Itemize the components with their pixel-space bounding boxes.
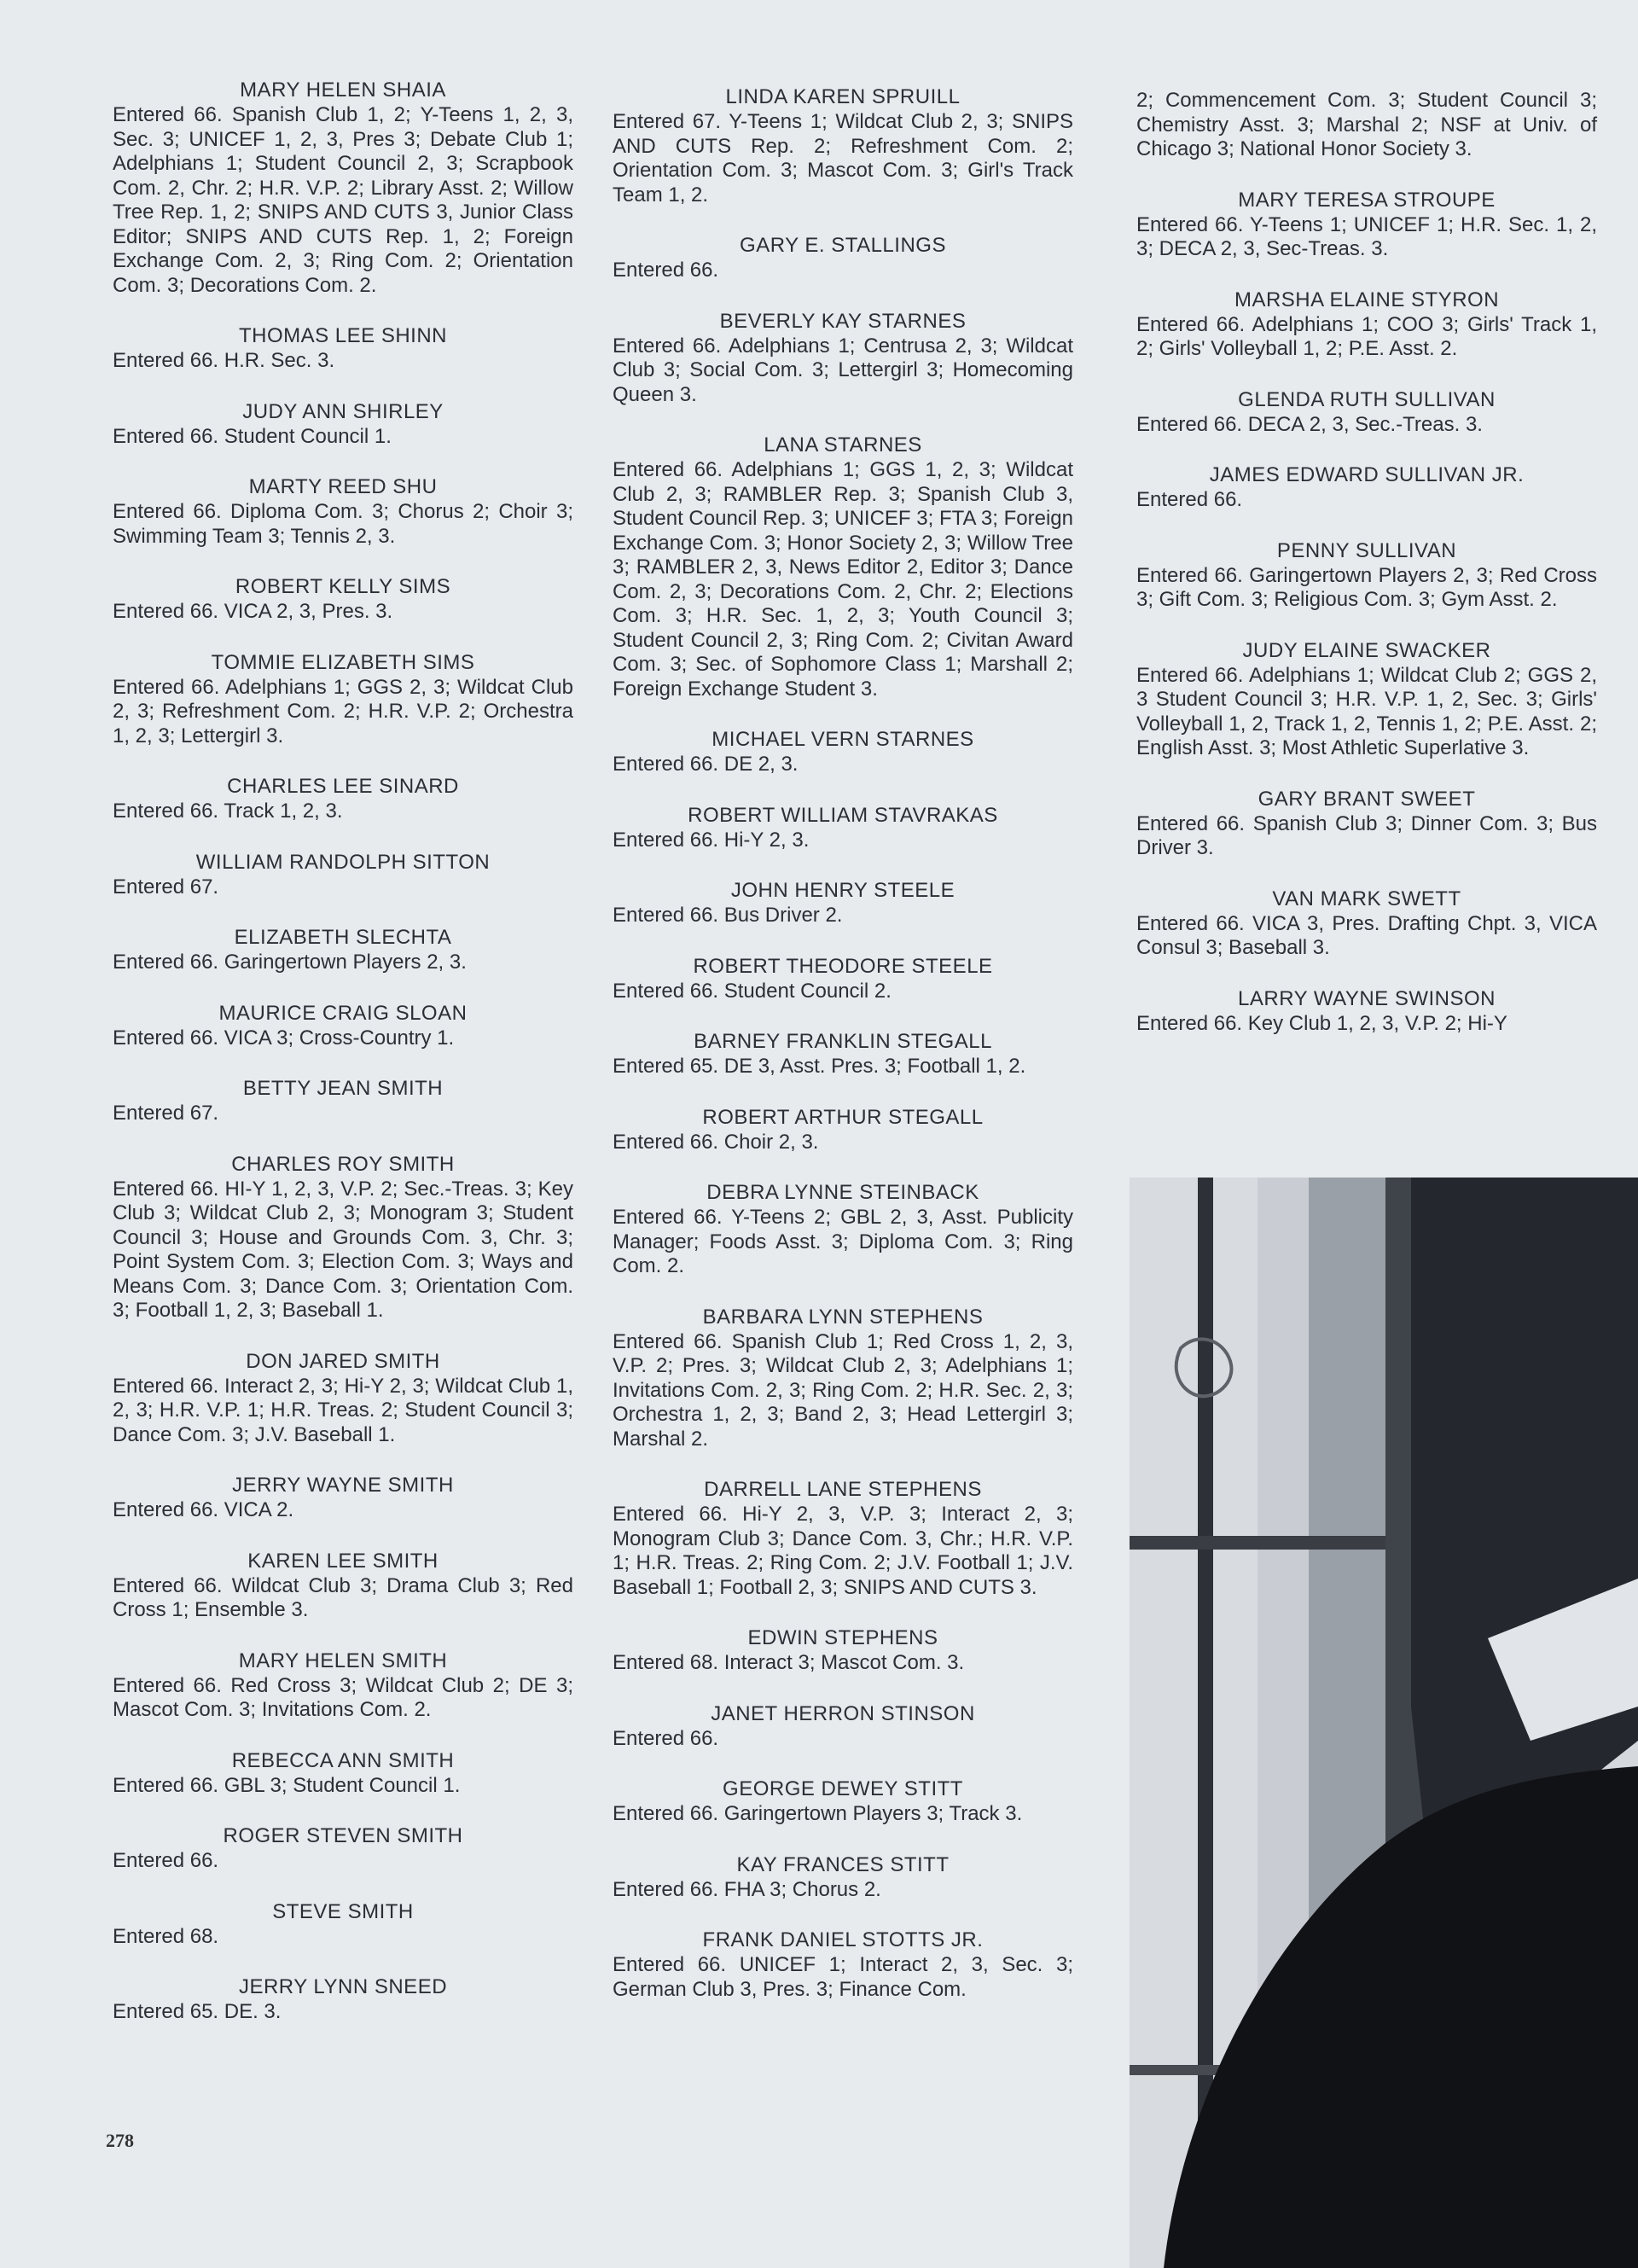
student-name: THOMAS LEE SHINN	[238, 324, 448, 347]
student-activities: Entered 66. FHA 3; Chorus 2.	[613, 1877, 881, 1901]
student-activities: Entered 65. DE 3, Asst. Pres. 3; Football 1, 2.	[613, 1055, 1026, 1078]
senior-entry	[613, 955, 1073, 1004]
senior-entry	[113, 851, 573, 900]
student-activities: Entered 66. Spanish Club 1, 2; Y-Teens 1, 2, 3, Sec. 3; UNICEF 1, 2, 3, Pres 3; Debate Club 1; Adelphians 1; Student Council 2, 3; Scrapbook Com. 2, Chr. 2; H.R. V.P. 2; Library Asst. 2; Willow Tree Rep. 1, 2; SNIPS AND CUTS 3, Junior Class Editor; SNIPS AND CUTS Rep. 1, 2; Foreign Exchange Com. 2, 3; Ring Com. 2; Orientation Com. 3; Decorations Com. 2.	[113, 103, 573, 297]
student-name: STEVE SMITH	[272, 1899, 414, 1923]
student-name: BARBARA LYNN STEPHENS	[702, 1305, 984, 1329]
student-activities: Entered 66. HI-Y 1, 2, 3, V.P. 2; Sec.-Treas. 3; Key Club 3; Wildcat Club 2, 3; Monogram 3; Student Council 3; House and Grounds Com. 3, Chr. 3; Point System Com. 3; Election Com. 3; Ways and Means Com. 3; Dance Com. 3; Orientation Com. 3; Football 1, 2, 3; Baseball 1.	[113, 1177, 573, 1322]
senior-entry	[113, 1900, 573, 1950]
student-name: ROGER STEVEN SMITH	[223, 1824, 463, 1847]
student-name: TOMMIE ELIZABETH SIMS	[211, 650, 475, 674]
senior-entry	[113, 926, 573, 975]
student-activities: Entered 66. DE 2, 3.	[613, 753, 799, 776]
student-name: ROBERT THEODORE STEELE	[693, 954, 993, 978]
student-activities: Entered 66. GBL 3; Student Council 1.	[113, 1773, 461, 1797]
senior-entry	[1136, 987, 1597, 1037]
senior-entry	[113, 1749, 573, 1799]
student-name: MAURICE CRAIG SLOAN	[218, 1001, 468, 1025]
student-name: GEORGE DEWEY STITT	[723, 1777, 963, 1800]
senior-entry	[113, 1649, 573, 1723]
student-name: FRANK DANIEL STOTTS JR.	[702, 1928, 984, 1951]
student-activities: Entered 67.	[113, 1102, 219, 1125]
student-name: VAN MARK SWETT	[1272, 887, 1461, 910]
student-name: MARTY REED SHU	[248, 475, 438, 498]
senior-entry	[1136, 89, 1597, 162]
senior-entry	[613, 1702, 1073, 1752]
student-activities: Entered 66. Hi-Y 2, 3.	[613, 828, 810, 852]
student-activities: Entered 66. UNICEF 1; Interact 2, 3, Sec. 3; German Club 3, Pres. 3; Finance Com.	[613, 1953, 1073, 2001]
student-activities: Entered 66. Y-Teens 1; UNICEF 1; H.R. Sec. 1, 2, 3; DECA 2, 3, Sec-Treas. 3.	[1136, 212, 1597, 260]
senior-entry	[613, 1777, 1073, 1827]
senior-entry	[1136, 189, 1597, 262]
senior-entry	[1136, 288, 1597, 362]
page-number: 278	[106, 2130, 134, 2151]
student-name: CHARLES LEE SINARD	[227, 775, 459, 798]
student-name: GARY BRANT SWEET	[1258, 787, 1476, 811]
student-name: LINDA KAREN SPRUILL	[725, 85, 961, 108]
student-name: REBECCA ANN SMITH	[231, 1748, 455, 1772]
student-activities: Entered 66. Key Club 1, 2, 3, V.P. 2; Hi-Y	[1136, 1011, 1507, 1035]
student-activities: Entered 66. Student Council 2.	[613, 979, 892, 1003]
student-activities: Entered 66. Y-Teens 2; GBL 2, 3, Asst. Publicity Manager; Foods Asst. 3; Diploma Com. 3; Ring Com. 2.	[613, 1206, 1073, 1277]
student-activities: Entered 66. H.R. Sec. 3.	[113, 349, 335, 372]
student-activities: Entered 66. Track 1, 2, 3.	[113, 800, 343, 823]
senior-entry	[1136, 463, 1597, 513]
column-3	[1136, 89, 1597, 1062]
senior-entry	[613, 1030, 1073, 1079]
student-name: DON JARED SMITH	[246, 1349, 440, 1373]
student-name: MARSHA ELAINE STYRON	[1234, 288, 1500, 311]
student-name: BEVERLY KAY STARNES	[719, 309, 967, 333]
student-activities: Entered 66. Spanish Club 1; Red Cross 1, 2, 3, V.P. 2; Pres. 3; Wildcat Club 2, 3; Adelphians 1; Invitations Com. 2, 3; Ring Com. 2; H.R. Sec. 2, 3; Orchestra 1, 2, 3; Band 2, 3; Head Lettergirl 3; Marshal 2.	[613, 1329, 1073, 1451]
student-name: LARRY WAYNE SWINSON	[1238, 986, 1496, 1010]
student-name: JERRY WAYNE SMITH	[232, 1474, 454, 1497]
senior-entry	[113, 575, 573, 625]
student-activities: Entered 67. Y-Teens 1; Wildcat Club 2, 3; SNIPS AND CUTS Rep. 2; Refreshment Com. 2; Orientation Com. 3; Mascot Com. 3; Girl's Track Team 1, 2.	[613, 110, 1073, 206]
senior-entry	[113, 1550, 573, 1623]
senior-entry	[613, 879, 1073, 928]
column-2	[613, 85, 1073, 2028]
senior-entry	[613, 310, 1073, 408]
senior-entry	[1136, 388, 1597, 438]
senior-entry	[1136, 887, 1597, 961]
student-name: ROBERT WILLIAM STAVRAKAS	[688, 803, 998, 827]
student-activities: Entered 66. VICA 2, 3, Pres. 3.	[113, 600, 393, 623]
student-name: GARY E. STALLINGS	[740, 234, 946, 257]
senior-entry	[1136, 788, 1597, 861]
student-activities: Entered 66. Garingertown Players 2, 3; Red Cross 3; Gift Com. 3; Religious Com. 3; Gym Asst. 2.	[1136, 563, 1597, 611]
student-activities: Entered 66. Adelphians 1; Wildcat Club 2; GGS 2, 3 Student Council 3; H.R. V.P. 1, 2, Sec. 3; Girls' Volleyball 1, 2, Track 1, 2, Tennis 1, 2; P.E. Asst. 2; English Asst. 3; Most Athletic Superlative 3.	[1136, 663, 1597, 759]
student-name: BETTY JEAN SMITH	[242, 1077, 444, 1100]
student-name: JUDY ELAINE SWACKER	[1242, 638, 1491, 662]
senior-entry	[613, 1626, 1073, 1676]
student-name: KAREN LEE SMITH	[247, 1549, 439, 1573]
student-name: BARNEY FRANKLIN STEGALL	[694, 1030, 992, 1053]
student-activities: Entered 66. Bus Driver 2.	[613, 904, 843, 927]
senior-entry	[113, 775, 573, 824]
senior-entry	[113, 1153, 573, 1323]
senior-entry	[613, 1853, 1073, 1903]
student-activities: Entered 68.	[113, 1924, 219, 1948]
senior-entry	[613, 85, 1073, 207]
senior-entry	[613, 1306, 1073, 1452]
student-name: PENNY SULLIVAN	[1276, 538, 1457, 562]
student-activities: Entered 66. Red Cross 3; Wildcat Club 2; DE 3; Mascot Com. 3; Invitations Com. 2.	[113, 1673, 573, 1721]
senior-entry	[613, 1478, 1073, 1600]
student-name: EDWIN STEPHENS	[747, 1626, 938, 1649]
student-name: KAY FRANCES STITT	[736, 1852, 950, 1876]
student-activities: Entered 66. Spanish Club 3; Dinner Com. 3; Bus Driver 3.	[1136, 811, 1597, 859]
student-name: JOHN HENRY STEELE	[730, 879, 956, 902]
student-name: JANET HERRON STINSON	[711, 1701, 975, 1725]
student-name: MARY HELEN SMITH	[238, 1649, 448, 1672]
student-name: GLENDA RUTH SULLIVAN	[1238, 387, 1496, 411]
column-1	[113, 79, 573, 2051]
senior-entry	[613, 804, 1073, 853]
student-activities: Entered 66.	[613, 1726, 719, 1750]
student-name: ROBERT KELLY SIMS	[235, 575, 451, 598]
student-activities: Entered 66. Hi-Y 2, 3, V.P. 3; Interact 2, 3; Monogram Club 3; Dance Com. 3, Chr.; H.R. V.P. 1; H.R. Treas. 2; Ring Com. 2; J.V. Football 1; J.V. Baseball 1; Football 2, 3; SNIPS AND CUTS 3.	[613, 1503, 1073, 1599]
senior-entry	[1136, 639, 1597, 761]
senior-entry	[113, 475, 573, 549]
senior-entry	[113, 1824, 573, 1874]
student-name: MARY TERESA STROUPE	[1238, 188, 1496, 212]
student-name: ROBERT ARTHUR STEGALL	[702, 1105, 984, 1129]
student-name: DARRELL LANE STEPHENS	[704, 1478, 982, 1501]
senior-entry	[613, 728, 1073, 777]
student-activities: Entered 66. Interact 2, 3; Hi-Y 2, 3; Wildcat Club 1, 2, 3; H.R. V.P. 1; H.R. Treas. 2; Student Council 3; Dance Com. 3; J.V. Baseball 1.	[113, 1374, 573, 1446]
student-activities: Entered 66. Adelphians 1; GGS 1, 2, 3; Wildcat Club 2, 3; RAMBLER Rep. 3; Spanish Club 3, Student Council Rep. 3; UNICEF 3; FTA 3; Foreign Exchange Com. 3; Honor Society 2, 3; Willow Tree 3; RAMBLER 2, 3, News Editor 2, Editor 3; Dance Com. 2, 3; Decorations Com. 2, Chr. 2; Elections Com. 3; H.R. Sec. 1, 2, 3; Youth Council 3; Student Council 2, 3; Ring Com. 2; Civitan Award Com. 3; Sec. of Sophomore Class 1; Marshall 2; Foreign Exchange Student 3.	[613, 458, 1073, 701]
student-activities: Entered 66. VICA 3, Pres. Drafting Chpt. 3, VICA Consul 3; Baseball 3.	[1136, 911, 1597, 959]
student-name: MICHAEL VERN STARNES	[712, 728, 974, 751]
student-activities: Entered 67.	[113, 875, 219, 898]
student-name: DEBRA LYNNE STEINBACK	[706, 1181, 979, 1204]
student-name: JUDY ANN SHIRLEY	[242, 399, 444, 423]
student-name: JERRY LYNN SNEED	[238, 1975, 448, 1998]
yearbook-photo	[1130, 1178, 1638, 2268]
senior-entry	[113, 400, 573, 450]
student-activities: Entered 66. Choir 2, 3.	[613, 1130, 819, 1154]
student-activities: Entered 66. VICA 2.	[113, 1498, 294, 1521]
student-activities: Entered 66. Adelphians 1; GGS 2, 3; Wildcat Club 2, 3; Refreshment Com. 2; H.R. V.P. 2; Orchestra 1, 2, 3; Lettergirl 3.	[113, 675, 573, 747]
senior-entry	[113, 1350, 573, 1448]
student-activities: Entered 66.	[1136, 488, 1243, 511]
senior-entry	[113, 1002, 573, 1051]
student-activities: Entered 66. Diploma Com. 3; Chorus 2; Choir 3; Swimming Team 3; Tennis 2, 3.	[113, 500, 573, 548]
student-activities: 2; Commencement Com. 3; Student Council 3; Chemistry Asst. 3; Marshal 2; NSF at Univ. of Chicago 3; National Honor Society 3.	[1136, 89, 1597, 160]
student-activities: Entered 66. Garingertown Players 3; Track 3.	[613, 1802, 1023, 1825]
senior-entry	[613, 1106, 1073, 1155]
student-activities: Entered 66.	[613, 259, 719, 282]
senior-entry	[613, 1181, 1073, 1279]
senior-entry	[113, 79, 573, 298]
senior-entry	[613, 433, 1073, 701]
senior-entry	[113, 1474, 573, 1523]
senior-entry	[113, 1975, 573, 2025]
student-activities: Entered 66. VICA 3; Cross-Country 1.	[113, 1026, 455, 1050]
student-activities: Entered 66. DECA 2, 3, Sec.-Treas. 3.	[1136, 412, 1483, 436]
senior-entry	[113, 324, 573, 374]
student-activities: Entered 68. Interact 3; Mascot Com. 3.	[613, 1651, 965, 1674]
student-activities: Entered 66. Adelphians 1; COO 3; Girls' Track 1, 2; Girls' Volleyball 1, 2; P.E. Asst. 2.	[1136, 312, 1597, 360]
student-activities: Entered 66. Student Council 1.	[113, 424, 392, 448]
student-name: JAMES EDWARD SULLIVAN JR.	[1209, 463, 1525, 486]
student-activities: Entered 66. Wildcat Club 3; Drama Club 3; Red Cross 1; Ensemble 3.	[113, 1573, 573, 1621]
student-activities: Entered 66. Garingertown Players 2, 3.	[113, 951, 467, 974]
student-name: LANA STARNES	[764, 433, 922, 457]
student-name: ELIZABETH SLECHTA	[234, 926, 452, 949]
senior-entry	[613, 1928, 1073, 2002]
senior-entry	[1136, 539, 1597, 613]
student-activities: Entered 65. DE. 3.	[113, 2000, 282, 2023]
student-name: MARY HELEN SHAIA	[240, 79, 446, 102]
student-activities: Entered 66.	[113, 1849, 219, 1872]
senior-entry	[113, 1077, 573, 1126]
student-name: CHARLES ROY SMITH	[231, 1152, 455, 1176]
student-name: WILLIAM RANDOLPH SITTON	[195, 850, 491, 874]
senior-entry	[113, 651, 573, 749]
senior-entry	[613, 234, 1073, 283]
student-activities: Entered 66. Adelphians 1; Centrusa 2, 3; Wildcat Club 3; Social Com. 3; Lettergirl 3; Homecoming Queen 3.	[613, 334, 1073, 406]
